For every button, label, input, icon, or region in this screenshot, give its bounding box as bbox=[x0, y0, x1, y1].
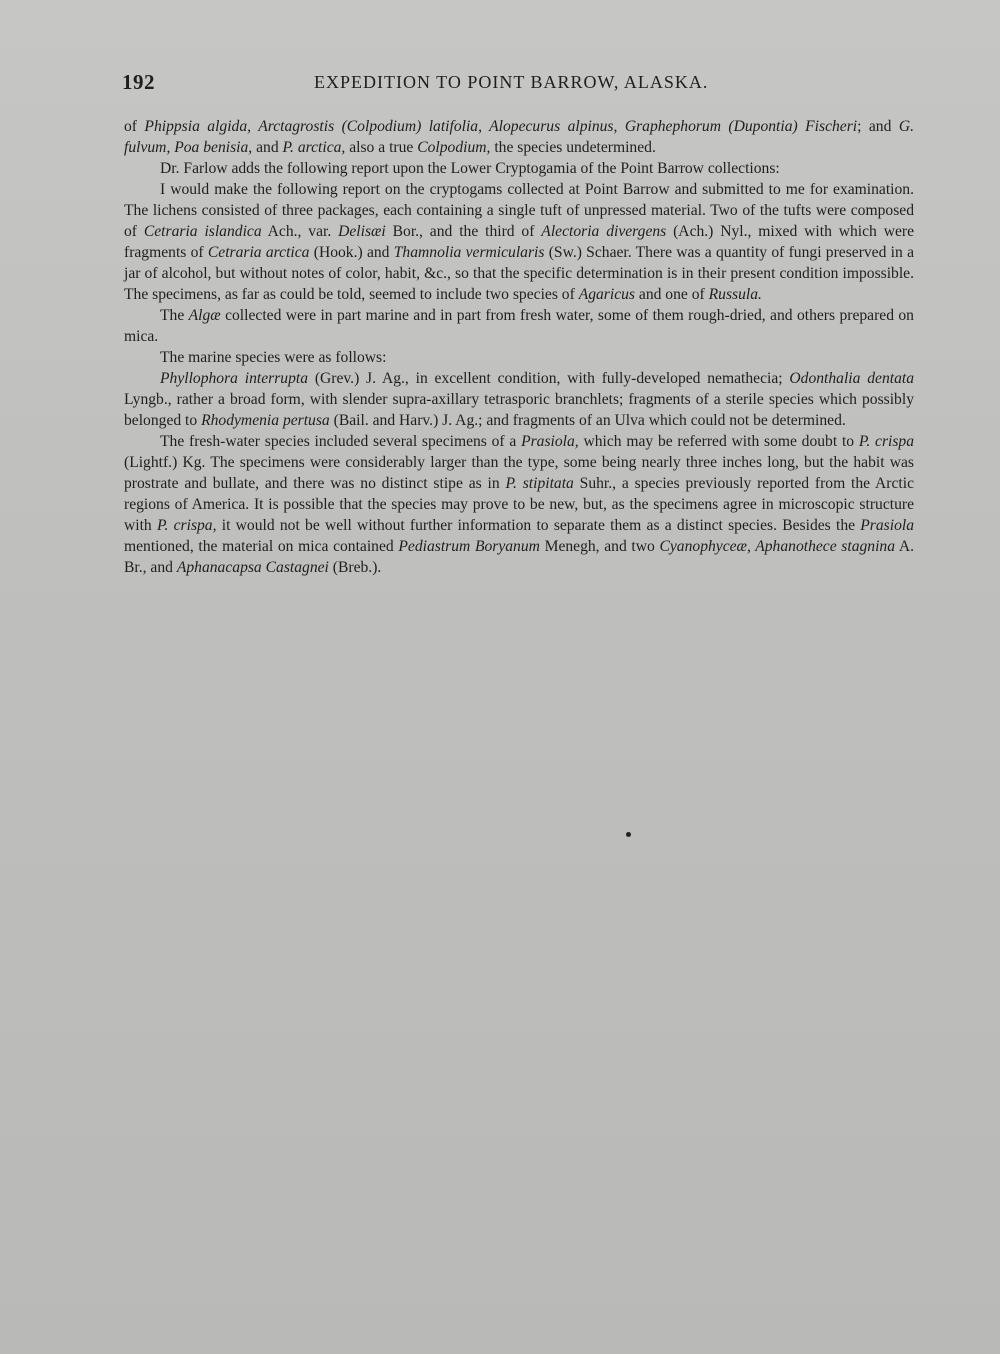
italic-taxon: P. crispa, bbox=[156, 517, 217, 534]
italic-taxon: Phyllophora interrupta bbox=[160, 370, 309, 387]
italic-taxon: Algæ bbox=[188, 307, 221, 324]
paragraph-farlow-intro: Dr. Farlow adds the following report upon the Lower Cryptogamia of the Point Barrow collections: bbox=[160, 160, 780, 177]
italic-taxon: Odonthalia dentata bbox=[789, 370, 915, 387]
italic-taxon: P. stipitata bbox=[505, 475, 574, 492]
paragraph-lichens-fungi: I would make the following report on the cryptogams collected at Point Barrow and submitted to me for examination. The lichens consisted of three packages, each containing a single tuft of unpressed material. Two of the tufts were composed of Cetraria islandica Ach., var. Delisæi Bor., and the third of Alectoria divergens (Ach.) Nyl., mixed with which were fragments of Cetraria arctica (Hook.) and Thamnolia vermicularis (Sw.) Schaer. There was a quantity of fungi preserved in a jar of alcohol, but without notes of color, habit, &c., so that the specific determination is in their present condition impossible. The specimens, as far as could be told, seemed to include two species of Agaricus and one of Russula. bbox=[124, 181, 915, 303]
italic-taxon: P. arctica, bbox=[282, 139, 346, 156]
italic-taxon: Russula. bbox=[708, 286, 762, 303]
italic-taxon: Agaricus bbox=[578, 286, 635, 303]
italic-taxon: Colpodium, bbox=[417, 139, 491, 156]
page-number: 192 bbox=[122, 70, 155, 94]
italic-taxon: Phippsia algida, Arctagrostis (Colpodium) latifolia, Alopecurus alpinus, Graphephorum (Dupontia) Fischeri bbox=[144, 118, 858, 135]
italic-taxon: Aphanacapsa Castagnei bbox=[176, 559, 329, 576]
italic-taxon: Cetraria islandica bbox=[143, 223, 262, 240]
print-speck bbox=[626, 832, 631, 837]
italic-taxon: Thamnolia vermicularis bbox=[393, 244, 545, 261]
italic-taxon: Alectoria divergens bbox=[541, 223, 667, 240]
italic-taxon: Prasiola, bbox=[521, 433, 579, 450]
italic-taxon: G. fulvum, Poa benisia, bbox=[124, 118, 914, 156]
italic-taxon: Cyanophyceæ, Aphanothece stagnina bbox=[659, 538, 896, 555]
body-text bbox=[124, 116, 914, 578]
paragraph-algae-intro: The Algæ collected were in part marine and in part from fresh water, some of them rough-dried, and others prepared on mica. bbox=[124, 307, 914, 345]
italic-taxon: Delisæi bbox=[338, 223, 386, 240]
running-head: EXPEDITION TO POINT BARROW, ALASKA. bbox=[314, 72, 709, 92]
paragraph-marine-species: Phyllophora interrupta (Grev.) J. Ag., in excellent condition, with fully-developed nemathecia; Odonthalia dentata Lyngb., rather a broad form, with slender supra-axillary tetrasporic branchlets; fragments of a sterile species which possibly belonged to Rhodymenia pertusa (Bail. and Harv.) J. Ag.; and fragments of an Ulva which could not be determined. bbox=[124, 370, 915, 429]
italic-taxon: Cetraria arctica bbox=[207, 244, 310, 261]
paragraph-continuation: of Phippsia algida, Arctagrostis (Colpodium) latifolia, Alopecurus alpinus, Graphephorum (Dupontia) Fischeri; and G. fulvum, Poa benisia, and P. arctica, also a true Colpodium, the species undetermined. bbox=[124, 118, 914, 156]
italic-taxon: Pediastrum Boryanum bbox=[398, 538, 540, 555]
paragraph-freshwater-species: The fresh-water species included several specimens of a Prasiola, which may be referred with some doubt to P. crispa (Lightf.) Kg. The specimens were considerably larger than the type, some being nearly three inches long, but the habit was prostrate and bullate, and there was no distinct stipe as in P. stipitata Suhr., a species previously reported from the Arctic regions of America. It is possible that the species may prove to be new, but, as the specimens agree in microscopic structure with P. crispa, it would not be well without further information to separate them as a distinct species. Besides the Prasiola mentioned, the material on mica contained Pediastrum Boryanum Menegh, and two Cyanophyceæ, Aphanothece stagnina A. Br., and Aphanacapsa Castagnei (Breb.). bbox=[124, 433, 915, 576]
paragraph-marine-heading: The marine species were as follows: bbox=[160, 349, 387, 366]
italic-taxon: Rhodymenia pertusa bbox=[201, 412, 330, 429]
italic-taxon: Prasiola bbox=[860, 517, 914, 534]
italic-taxon: P. crispa bbox=[858, 433, 915, 450]
